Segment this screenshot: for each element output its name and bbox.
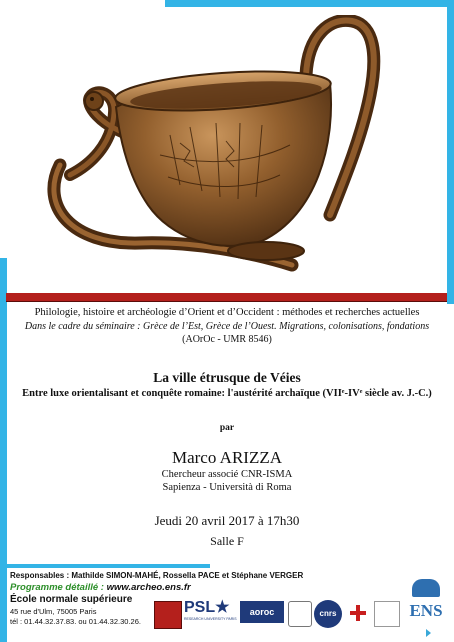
logo-strip: [154, 597, 450, 631]
seminar-name: Dans le cadre du séminaire : Grèce de l’Est, Grèce de l’Ouest. Migrations, colonisations, fondations: [24, 321, 430, 332]
emblem-logo: [288, 601, 312, 627]
aoroc-logo: aoroc: [240, 601, 284, 623]
psl-logo: [184, 599, 237, 629]
school-name: École normale supérieure: [10, 594, 133, 605]
institution-crest-logo: [154, 601, 182, 629]
speaker-role: Chercheur associé CNR-ISMA: [161, 469, 293, 480]
red-cross-logo: [350, 605, 366, 621]
lecture-title: La ville étrusque de Véies: [153, 370, 301, 385]
program-link[interactable]: www.archeo.ens.fr: [106, 582, 191, 593]
speaker-institution: Sapienza - Università di Roma: [162, 482, 292, 493]
footer-blue-bar: [0, 564, 210, 568]
etruscan-cup-illustration: [30, 15, 390, 277]
ephe-logo: [374, 601, 400, 627]
lecture-subtitle: Entre luxe orientalisant et conquête romaine: l'austérité archaïque (VIIᵉ-IVᵉ siècle av. J.-C.): [22, 388, 432, 399]
by-label: par: [219, 423, 235, 433]
program-line: [10, 582, 191, 593]
ens-logo-text: ENS: [409, 601, 443, 620]
psl-logo-text: PSL★: [184, 599, 230, 616]
arrow-icon[interactable]: [426, 629, 431, 637]
organizers-label: Responsables :: [10, 571, 72, 580]
event-room: Salle F: [210, 534, 244, 548]
ens-logo: [406, 579, 446, 629]
lab-affiliation: (AOrOc - UMR 8546): [182, 334, 272, 345]
ens-building-icon: [412, 579, 440, 597]
school-phone: tél : 01.44.32.37.83. ou 01.44.32.30.26.: [10, 617, 141, 626]
right-blue-bar: [447, 0, 454, 304]
top-blue-bar: [165, 0, 454, 7]
speaker-name: Marco ARIZZA: [171, 448, 282, 467]
organizers-names: Mathilde SIMON-MAHÉ, Rossella PACE et Stéphane VERGER: [71, 571, 304, 580]
school-address: 45 rue d'Ulm, 75005 Paris: [10, 607, 97, 616]
red-divider-band: [6, 293, 447, 301]
event-date: Jeudi 20 avril 2017 à 17h30: [154, 513, 300, 528]
seminar-series-title: Philologie, histoire et archéologie d’Orient et d’Occident : méthodes et recherches actuelles: [34, 307, 420, 318]
psl-logo-subtitle: RESEARCH UNIVERSITY PARIS: [184, 617, 237, 621]
program-label: Programme détaillé :: [10, 582, 107, 593]
cnrs-logo: cnrs: [314, 600, 342, 628]
organizers-line: [10, 571, 303, 580]
